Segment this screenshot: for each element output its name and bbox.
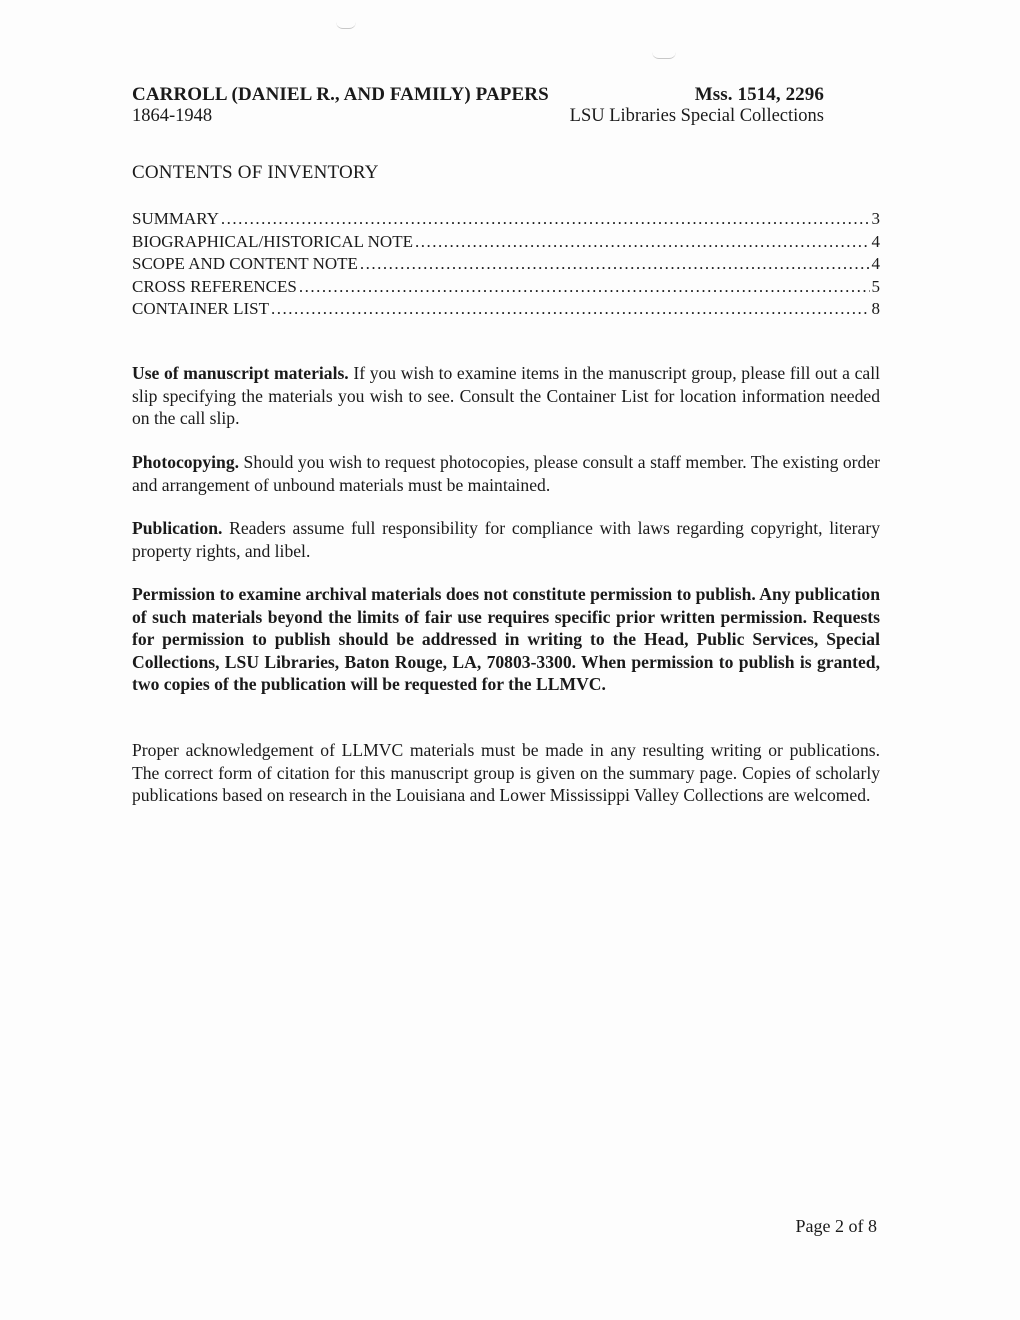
toc-entry xyxy=(132,253,880,276)
use-of-materials-text: If you wish to examine items in the manuscript group, please fill out a call slip specifying the materials you wish to see. Consult the Container List for location information needed on the call slip. xyxy=(132,363,880,428)
page-number: Page 2 of 8 xyxy=(795,1216,877,1236)
toc-entry-label: BIOGRAPHICAL/HISTORICAL NOTE xyxy=(132,231,413,251)
publication-text: Readers assume full responsibility for compliance with laws regarding copyright, literary property rights, and libel. xyxy=(132,518,880,561)
acknowledgement-paragraph: Proper acknowledgement of LLMVC materials must be made in any resulting writing or publications. The correct form of citation for this manuscript group is given on the summary page. Copies of scholarly publications based on research in the Louisiana and Lower Mississippi Valley Collections are welcomed. xyxy=(132,740,880,805)
toc-leader-dots xyxy=(415,231,870,254)
toc-entry-page: 5 xyxy=(871,276,880,296)
toc-entry xyxy=(132,231,880,254)
toc-entry-page: 4 xyxy=(871,254,880,273)
toc-entry-label: CROSS REFERENCES xyxy=(132,276,297,296)
toc-entry-page: 3 xyxy=(871,209,880,228)
header-row-1 xyxy=(132,84,824,106)
use-of-materials-paragraph xyxy=(132,362,880,430)
mss-number: Mss. 1514, 2296 xyxy=(694,84,824,105)
photocopying-text: Should you wish to request photocopies, please consult a staff member. The existing order and arrangement of unbound materials must be maintained. xyxy=(132,452,880,495)
photocopying-paragraph xyxy=(132,451,880,496)
toc-leader-dots xyxy=(299,276,870,299)
collection-title: CARROLL (DANIEL R., AND FAMILY) PAPERS xyxy=(132,84,549,105)
header-row-2 xyxy=(132,106,824,127)
toc-entry xyxy=(132,208,880,231)
permission-notice: Permission to examine archival materials does not constitute permission to publish. Any publication of such materials beyond the limits of fair use requires specific prior written permission. Requests for permission to publish should be addressed in writing to the Head, Public Services, Special Collections, LSU Libraries, Baton Rouge, LA, 70803-3300. When permission to publish is granted, two copies of the publication will be requested for the LLMVC. xyxy=(132,584,880,694)
publication-paragraph xyxy=(132,517,880,562)
scan-mark xyxy=(336,22,356,29)
toc-entry xyxy=(132,276,880,299)
toc-entry-label: CONTAINER LIST xyxy=(132,299,269,318)
toc-entry-label: SCOPE AND CONTENT NOTE xyxy=(132,254,358,273)
publication-heading: Publication. xyxy=(132,518,223,538)
use-of-materials-heading: Use of manuscript materials. xyxy=(132,363,349,383)
toc-leader-dots xyxy=(271,298,870,321)
toc-title: CONTENTS OF INVENTORY xyxy=(132,162,379,183)
toc-entry-page: 4 xyxy=(871,231,880,251)
toc-entry xyxy=(132,298,880,321)
date-range: 1864-1948 xyxy=(132,106,213,126)
table-of-contents xyxy=(132,208,880,321)
scan-mark xyxy=(652,52,676,59)
toc-leader-dots xyxy=(360,253,870,276)
toc-entry-label: SUMMARY xyxy=(132,209,219,228)
toc-leader-dots xyxy=(221,208,870,231)
photocopying-heading: Photocopying. xyxy=(132,452,240,472)
repository-name: LSU Libraries Special Collections xyxy=(569,106,824,126)
toc-entry-page: 8 xyxy=(871,299,880,318)
